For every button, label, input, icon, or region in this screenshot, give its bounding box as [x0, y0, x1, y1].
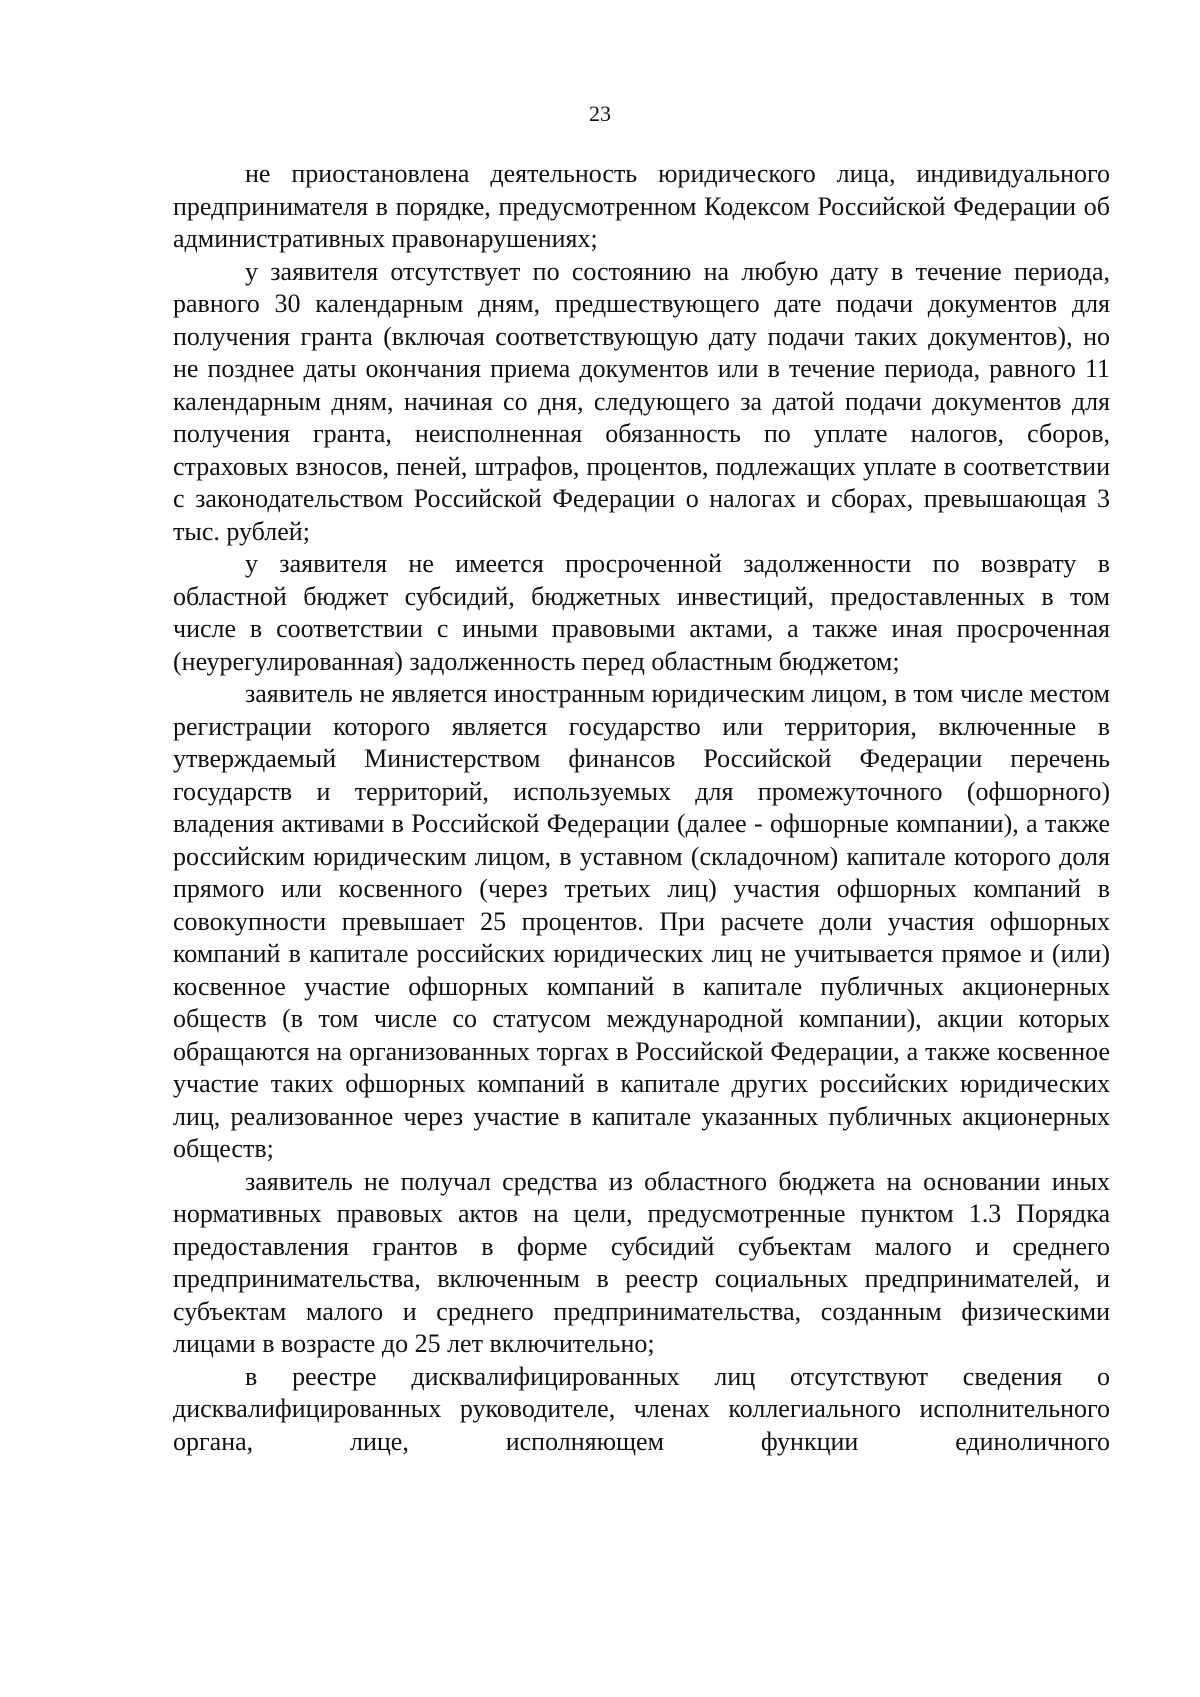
paragraph: не приостановлена деятельность юридического лица, индивидуального предпринимателя в порядке, предусмотренном Кодексом Российской Федерации об административных правонарушениях; — [173, 159, 1110, 253]
paragraph: у заявителя отсутствует по состоянию на любую дату в течение периода, равного 30 календарным дням, предшествующего дате подачи документов для получения гранта (включая соответствующую дату подачи таких документов), но не позднее даты окончания приема документов или в течение периода, равного 11 календарным дням, начиная со дня, следующего за датой подачи документов для получения гранта, неисполненная обязанность по уплате налогов, сборов, страховых взносов, пеней, штрафов, процентов, подлежащих уплате в соответствии с законодательством Российской Федерации о налогах и сборах, превышающая 3 тыс. рублей; — [173, 256, 1110, 546]
paragraph: заявитель не является иностранным юридическим лицом, в том числе местом регистрации которого является государство или территория, включенные в утверждаемый Министерством финансов Российской Федерации перечень государств и территорий, используемых для промежуточного (офшорного) владения активами в Российской Федерации (далее - офшорные компании), а также российским юридическим лицом, в уставном (складочном) капитале которого доля прямого или косвенного (через третьих лиц) участия офшорных компаний в совокупности превышает 25 процентов. При расчете доли участия офшорных компаний в капитале российских юридических лиц не учитывается прямое и (или) косвенное участие офшорных компаний в капитале публичных акционерных обществ (в том числе со статусом международной компании), акции которых обращаются на организованных торгах в Российской Федерации, а также косвенное участие таких офшорных компаний в капитале других российских юридических лиц, реализованное через участие в капитале указанных публичных акционерных обществ; — [173, 679, 1110, 1163]
paragraph: в реестре дисквалифицированных лиц отсутствуют сведения о дисквалифицированных руководителе, членах коллегиального исполнительного органа, лице, исполняющем функции единоличного — [173, 1361, 1110, 1456]
paragraph: заявитель не получал средства из областного бюджета на основании иных нормативных правовых актов на цели, предусмотренные пунктом 1.3 Порядка предоставления грантов в форме субсидий субъектам малого и среднего предпринимательства, включенным в реестр социальных предпринимателей, и субъектам малого и среднего предпринимательства, созданным физическими лицами в возрасте до 25 лет включительно; — [173, 1166, 1110, 1358]
page-number: 23 — [589, 101, 611, 126]
document-body — [173, 158, 1110, 1458]
paragraph: у заявителя не имеется просроченной задолженности по возврату в областной бюджет субсидий, бюджетных инвестиций, предоставленных в том числе в соответствии с иными правовыми актами, а также иная просроченная (неурегулированная) задолженность перед областным бюджетом; — [173, 549, 1110, 676]
